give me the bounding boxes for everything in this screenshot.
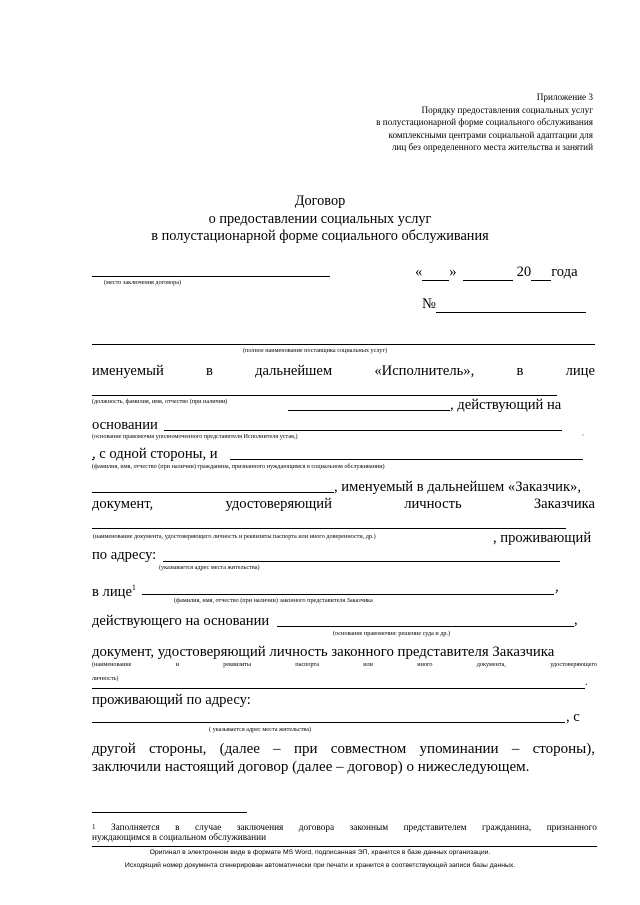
acting-text: , действующий на [450,397,562,413]
hint-word: удостоверяющего [550,661,597,668]
acting-line[interactable] [288,398,450,411]
row-word: личность [404,496,462,512]
hint-word: реквизиты [223,661,251,668]
fn-word: договора [298,823,335,833]
basis-comma: , [582,428,584,437]
rep-basis-hint: (основание правомочия: решение суда и др.) [333,630,451,637]
fn-word: признанного [546,823,597,833]
appendix-block [376,91,593,154]
legal-rep-hint: (фамилия, имя, отчество (при наличии) законного представителя Заказчика [174,597,373,604]
hint-word: паспорта [295,661,320,668]
closing-line: заключили настоящий договор (далее – договор) о нижеследующем. [92,759,530,775]
legal-rep-comma: , [555,579,559,595]
fn-word: гражданина, [482,823,532,833]
closing-line: другой стороны, (далее – при совместном упоминании – стороны), [92,741,595,757]
customer-doc-line[interactable] [92,516,566,529]
footnote-line [92,823,597,833]
in-person-label [92,579,136,601]
hint-word: документа, [476,661,506,668]
date-quote-open: « [415,264,423,280]
address-line[interactable] [163,548,560,562]
date-quote-close: » [449,264,457,280]
number-sign: № [422,296,436,312]
place-hint: (место заключения договора) [104,279,182,286]
date-row [415,264,578,281]
row-word: удостоверяющий [225,496,332,512]
customer-named-text: , именуемый в дальнейшем «Заказчик», [334,479,582,495]
basis-hint: (основание правомочия уполномоченного представителя Исполнителя устав,) [92,433,298,440]
appendix-line: Порядку предоставления социальных услуг [421,104,593,115]
rep-doc-period: . [585,677,588,688]
title-line: о предоставлении социальных услуг [208,210,432,227]
footer-divider [92,846,597,847]
basis-label: основании [92,417,158,433]
footer-line: Оригинал в электронном виде в формате MS Word, подписанная ЭП, хранится в базе данных организации. [149,849,491,856]
rep-basis-comma: , [574,612,578,628]
hint-word: иного [417,661,433,668]
month-field[interactable] [463,266,513,281]
fn-word: Заполняется [110,823,160,833]
customer-doc-row [92,496,595,513]
rep-address-comma: , с [566,709,580,725]
citizen-hint: (фамилия, имя, отчество (при наличии) гражданина, признанного нуждающимся в социальном обслуживании) [92,463,385,470]
appendix-line: комплексными центрами социальной адаптации для [388,129,593,140]
footer-line: Исходящий номер документа сгенерирован автоматически при печати и хранится в соответствующей записи базы данных. [124,862,516,869]
footnote-ref: 1 [131,583,136,592]
row-word: Заказчика [533,496,595,512]
appendix-line: в полустационарной форме социального обслуживания [376,117,593,128]
row-word: именуемый [92,363,164,379]
fn-word: заключения [236,823,284,833]
provider-name-line[interactable] [92,330,595,345]
footnote-mark: 1 [92,823,96,831]
day-field[interactable] [422,266,449,281]
rep-doc-line[interactable] [92,676,585,689]
fn-word: в [175,823,180,833]
appendix-line: лиц без определенного места жительства и занятий [391,142,593,153]
in-person-text: в лице [92,583,132,600]
date-year-word: года [551,264,578,280]
row-word: дальнейшем [255,363,333,379]
hint-word: или [363,661,373,668]
citizen-line[interactable] [230,447,583,460]
provider-hint: (полное наименование поставщика социальных услуг) [243,347,388,354]
fn-word: случае [194,823,222,833]
row-word: лице [565,363,595,379]
customer-doc-hint: (наименование документа, удостоверяющего личность и реквизиты паспорта или иного доверенности, др.) [93,533,376,540]
basis-line[interactable] [164,417,562,431]
executor-row [92,363,595,380]
representative-line[interactable] [92,382,557,396]
address-label: по адресу: [92,547,157,563]
fn-word: представителем [403,823,467,833]
footnote-line: нуждающимся в социальном обслуживании [92,833,267,843]
position-hint: (должность, фамилия, имя, отчество (при наличии) [92,398,228,405]
fn-word: законным [349,823,389,833]
address-hint: (указывается адрес места жительства) [159,564,260,571]
hint-word: и [175,661,180,668]
date-year-prefix: 20 [516,264,532,280]
residing-text: , проживающий [493,530,592,546]
hint-word: (наименование [92,661,132,668]
rep-address-hint: ( указывается адрес места жительства) [209,726,312,733]
footnote [92,823,597,843]
row-word: документ, [92,496,154,512]
rep-address-label: проживающий по адресу: [92,692,251,708]
acting-basis-label: действующего на основании [92,613,270,629]
rep-doc-text: документ, удостоверяющий личность законного представителя Заказчика [92,644,555,660]
customer-name-line[interactable] [92,480,334,493]
legal-rep-line[interactable] [142,581,554,595]
footnote-divider [92,812,247,813]
row-word: в [516,363,524,379]
appendix-line: Приложение 3 [536,92,593,102]
one-side-text: , с одной стороны, и [92,446,218,462]
title-line: в полустационарной форме социального обслуживания [151,228,489,245]
rep-doc-hint-end: личность) [92,675,119,682]
rep-doc-hint [92,661,597,668]
title-line: Договор [294,193,346,209]
contract-number-row [422,296,586,313]
contract-number-field[interactable] [436,297,586,313]
row-word: в [205,363,213,379]
year-field[interactable] [531,266,551,281]
row-word: «Исполнитель», [374,363,475,379]
rep-basis-line[interactable] [277,613,574,627]
document-title [0,193,640,246]
rep-address-line[interactable] [92,710,565,723]
place-line[interactable] [92,263,330,277]
